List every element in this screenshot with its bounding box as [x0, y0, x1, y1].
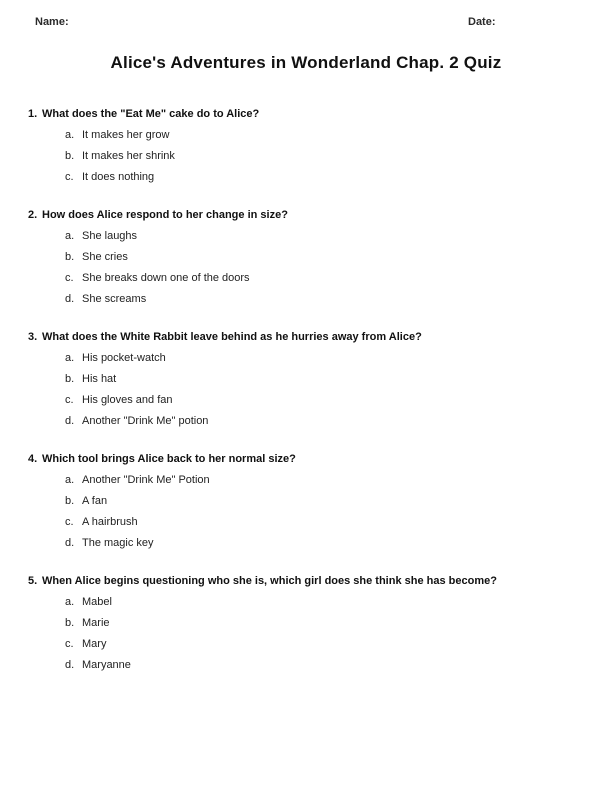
option-row	[0, 247, 612, 268]
question-number: 4.	[28, 453, 38, 465]
option-text: His hat	[82, 373, 117, 385]
option-text: It makes her shrink	[82, 150, 175, 162]
question-text: How does Alice respond to her change in size?	[42, 209, 288, 221]
option-row	[0, 470, 612, 491]
option-text: His gloves and fan	[82, 394, 173, 406]
option-row	[0, 289, 612, 310]
option-row	[0, 348, 612, 369]
option-row	[0, 226, 612, 247]
option-row	[0, 533, 612, 554]
question-text: What does the White Rabbit leave behind as he hurries away from Alice?	[42, 331, 422, 343]
option-letter: a.	[65, 129, 75, 141]
question-block-1	[0, 104, 612, 188]
option-row	[0, 268, 612, 289]
option-letter: d.	[65, 415, 75, 427]
question-list	[0, 104, 612, 693]
question-text: Which tool brings Alice back to her normal size?	[42, 453, 296, 465]
question-text: When Alice begins questioning who she is, which girl does she think she has become?	[42, 575, 497, 587]
option-text: Marie	[82, 617, 110, 629]
option-row	[0, 634, 612, 655]
option-row	[0, 512, 612, 533]
option-text: Mary	[82, 638, 107, 650]
option-text: The magic key	[82, 537, 154, 549]
option-row	[0, 369, 612, 390]
question-line	[0, 205, 612, 226]
option-letter: a.	[65, 230, 75, 242]
option-text: His pocket-watch	[82, 352, 166, 364]
option-text: It does nothing	[82, 171, 155, 183]
question-block-4	[0, 449, 612, 554]
name-label: Name:	[35, 16, 69, 28]
option-text: A fan	[82, 495, 108, 507]
option-text: It makes her grow	[82, 129, 170, 141]
option-text: She laughs	[82, 230, 138, 242]
option-text: Another "Drink Me" potion	[82, 415, 209, 427]
question-number: 2.	[28, 209, 38, 221]
question-number: 3.	[28, 331, 38, 343]
option-letter: b.	[65, 150, 75, 162]
option-row	[0, 390, 612, 411]
question-text: What does the "Eat Me" cake do to Alice?	[42, 108, 260, 120]
option-text: She cries	[82, 251, 128, 263]
option-row	[0, 491, 612, 512]
option-letter: b.	[65, 617, 75, 629]
page-title: Alice's Adventures in Wonderland Chap. 2 Quiz	[110, 53, 502, 72]
question-block-2	[0, 205, 612, 310]
option-letter: c.	[65, 638, 74, 650]
option-letter: c.	[65, 394, 74, 406]
option-text: Maryanne	[82, 659, 131, 671]
option-letter: b.	[65, 373, 75, 385]
question-line	[0, 104, 612, 125]
option-letter: d.	[65, 659, 75, 671]
option-letter: a.	[65, 474, 75, 486]
option-letter: c.	[65, 516, 74, 528]
option-text: Mabel	[82, 596, 112, 608]
option-row	[0, 146, 612, 167]
option-letter: c.	[65, 272, 74, 284]
question-line	[0, 327, 612, 348]
option-row	[0, 592, 612, 613]
option-letter: a.	[65, 352, 75, 364]
question-line	[0, 571, 612, 592]
option-row	[0, 655, 612, 676]
option-letter: d.	[65, 537, 75, 549]
option-row	[0, 167, 612, 188]
date-label: Date:	[468, 16, 496, 28]
option-text: She breaks down one of the doors	[82, 272, 250, 284]
question-line	[0, 449, 612, 470]
option-text: A hairbrush	[82, 516, 138, 528]
option-text: Another "Drink Me" Potion	[82, 474, 210, 486]
question-number: 5.	[28, 575, 38, 587]
option-letter: b.	[65, 251, 75, 263]
option-letter: a.	[65, 596, 75, 608]
option-letter: c.	[65, 171, 74, 183]
option-row	[0, 613, 612, 634]
option-row	[0, 411, 612, 432]
option-letter: d.	[65, 293, 75, 305]
question-number: 1.	[28, 108, 38, 120]
question-block-3	[0, 327, 612, 432]
option-letter: b.	[65, 495, 75, 507]
option-text: She screams	[82, 293, 147, 305]
option-row	[0, 125, 612, 146]
question-block-5	[0, 571, 612, 676]
